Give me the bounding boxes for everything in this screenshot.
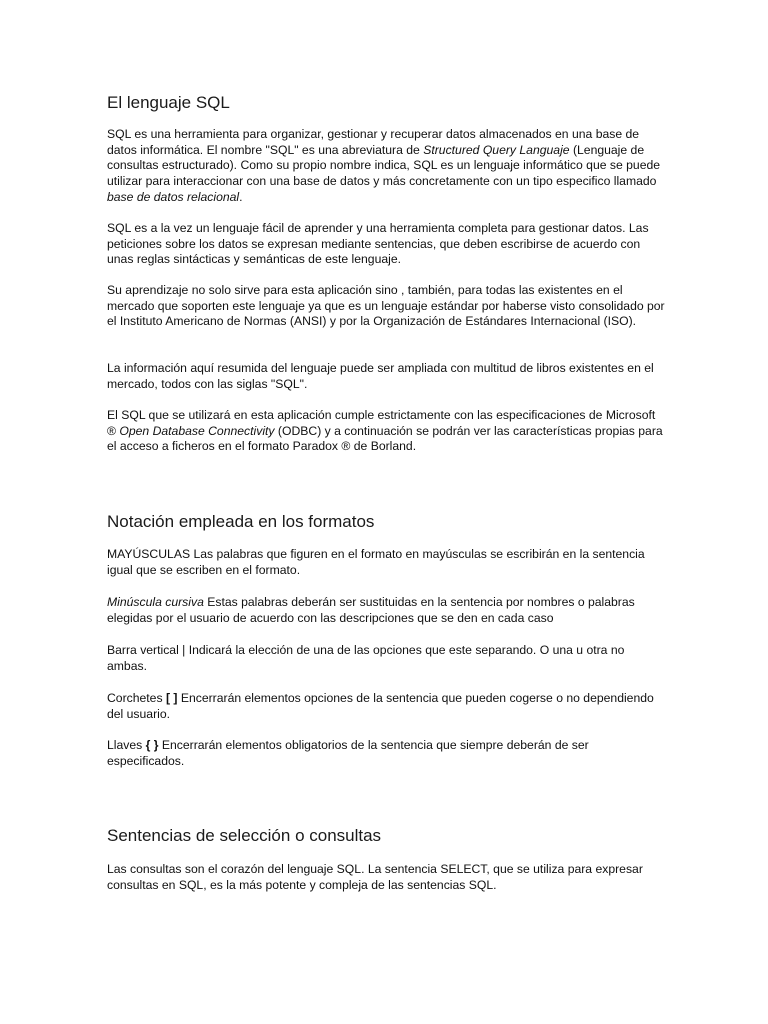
symbol-braces: { } bbox=[145, 738, 159, 752]
text-run: Encerrarán elementos opciones de la sentencia que pueden cogerse o no dependiendo del usuario. bbox=[107, 691, 654, 721]
paragraph-sql-easy: SQL es a la vez un lenguaje fácil de aprender y una herramienta completa para gestionar datos. Las peticiones sobre los datos se expresan mediante sentencias, que deben escribirse de acuerdo con unas reglas sintácticas y semánticas de este lenguaje. bbox=[107, 221, 649, 267]
italic-term-structured-query: Structured Query Languaje bbox=[423, 142, 570, 157]
paragraph-sql-odbc bbox=[107, 408, 667, 455]
section-heading-sql-language: El lenguaje SQL bbox=[107, 93, 230, 112]
paragraph-sql-definition bbox=[107, 127, 667, 206]
text-run: Estas palabras deberán ser sustituidas en la sentencia por nombres o palabras elegidas por el usuario de acuerdo con las descripciones que se den en cada caso bbox=[107, 595, 635, 625]
text-run: SQL es una herramienta para organizar, gestionar y recuperar datos almacenados en una base de datos informática. El nombre "SQL" es una abreviatura de bbox=[107, 127, 640, 157]
text-run: . bbox=[239, 189, 243, 204]
paragraph-notation-uppercase: MAYÚSCULAS Las palabras que figuren en el formato en mayúsculas se escribirán en la sentencia igual que se escriben en el formato. bbox=[107, 547, 645, 577]
text-run: (Lenguaje de consultas estructurado). Como su propio nombre indica, SQL es un lenguaje informático que se puede utilizar para interaccionar con una base de datos y más concretamente con un tipo especifico llamado bbox=[107, 142, 661, 189]
paragraph-queries-select: Las consultas son el corazón del lenguaje SQL. La sentencia SELECT, que se utiliza para expresar consultas en SQL, es la más potente y compleja de las sentencias SQL. bbox=[107, 862, 643, 892]
italic-term-relational-db: base de datos relacional bbox=[107, 189, 240, 204]
paragraph-notation-vertical-bar: Barra vertical | Indicará la elección de una de las opciones que este separando. O una u otra no ambas. bbox=[107, 643, 625, 673]
paragraph-notation-italic bbox=[107, 595, 667, 626]
paragraph-sql-standard: Su aprendizaje no solo sirve para esta aplicación sino , también, para todas las existentes en el mercado que soporten este lenguaje ya que es un lenguaje estándar por haberse visto consolidado por el Instituto Americano de Normas (ANSI) y por la Organización de Estándares Internacional (ISO). bbox=[107, 283, 665, 329]
italic-term-odbc: Open Database Connectivity bbox=[119, 423, 275, 438]
symbol-brackets: [ ] bbox=[165, 691, 178, 705]
paragraph-notation-braces bbox=[107, 738, 667, 769]
text-run: El SQL que se utilizará en esta aplicación cumple estrictamente con las especificaciones de Microsoft ® bbox=[107, 408, 656, 438]
italic-term-lowercase: Minúscula cursiva bbox=[107, 595, 204, 609]
text-run: Encerrarán elementos obligatorios de la sentencia que siempre deberán de ser especificados. bbox=[107, 738, 589, 768]
text-run: Corchetes bbox=[107, 691, 166, 705]
text-run: Llaves bbox=[107, 738, 146, 752]
paragraph-notation-brackets bbox=[107, 691, 667, 722]
paragraph-sql-books: La información aquí resumida del lenguaje puede ser ampliada con multitud de libros existentes en el mercado, todos con las siglas "SQL". bbox=[107, 361, 654, 391]
section-heading-notation: Notación empleada en los formatos bbox=[107, 512, 375, 531]
text-run: (ODBC) y a continuación se podrán ver las características propias para el acceso a ficheros en el formato Paradox ® de Borland. bbox=[107, 423, 663, 454]
section-heading-queries: Sentencias de selección o consultas bbox=[107, 826, 382, 845]
